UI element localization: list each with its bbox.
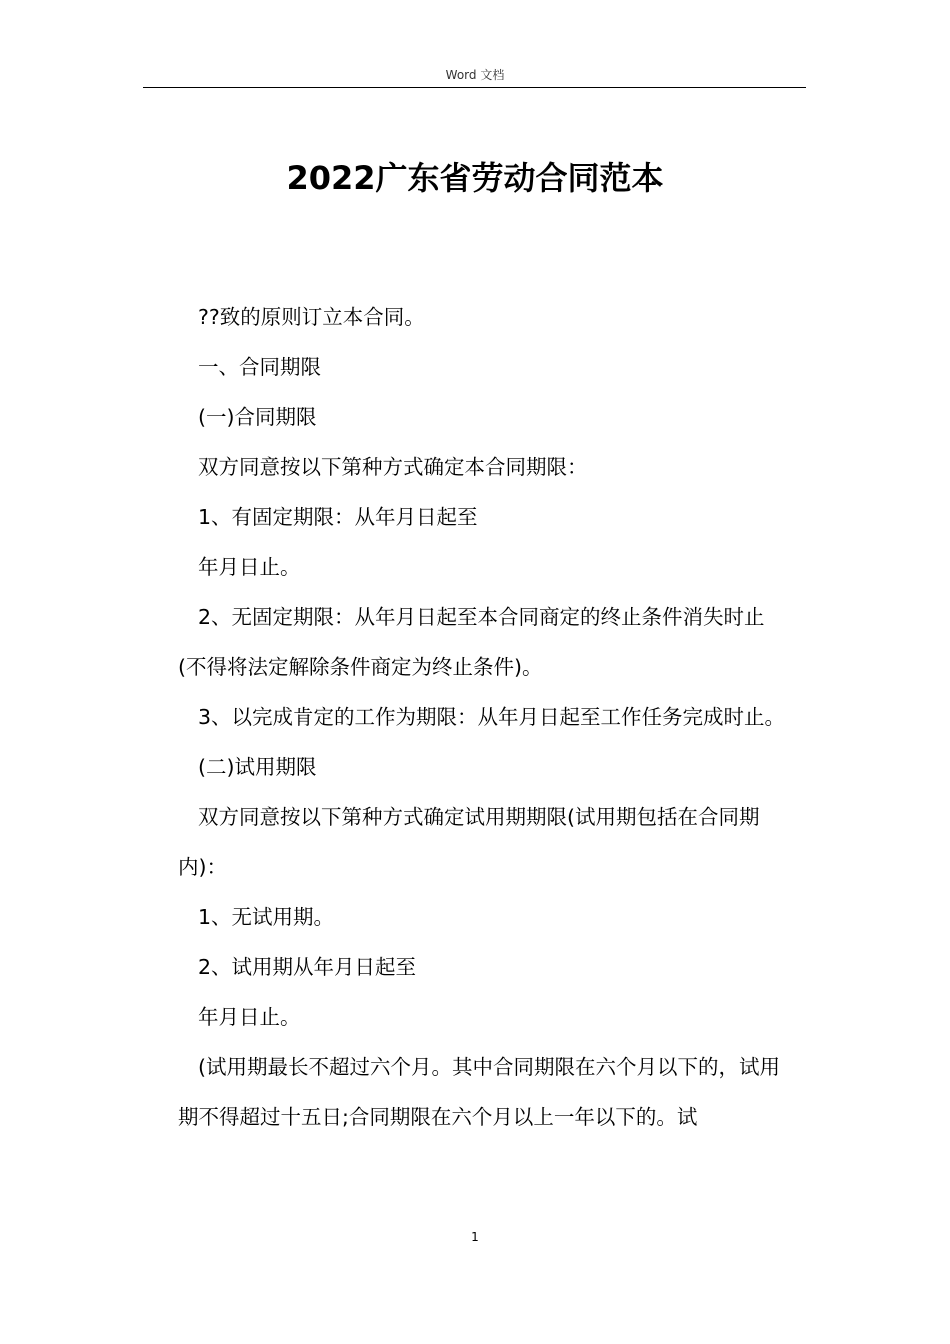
paragraph: 年月日止。 — [198, 1005, 301, 1029]
document-title: 2022广东省劳动合同范本 — [286, 159, 664, 197]
paragraph: (试用期最长不超过六个月。其中合同期限在六个月以下的，试用期不得超过十五日;合同期限在六个月以上一年以下的。试 — [178, 1055, 780, 1129]
section-heading: 一、合同期限 — [198, 355, 321, 379]
header-divider — [143, 87, 806, 88]
paragraph: 双方同意按以下第种方式确定本合同期限： — [198, 455, 588, 479]
paragraph: 年月日止。 — [198, 555, 301, 579]
subsection-heading: (一)合同期限 — [198, 405, 317, 429]
page-number: 1 — [471, 1230, 479, 1244]
paragraph: ??致的原则订立本合同。 — [198, 305, 425, 329]
paragraph: 双方同意按以下第种方式确定试用期期限(试用期包括在合同期内)： — [178, 805, 760, 879]
list-item: 2、试用期从年月日起至 — [198, 955, 417, 979]
document-body — [178, 292, 792, 1142]
subsection-heading: (二)试用期限 — [198, 755, 317, 779]
list-item: 2、无固定期限：从年月日起至本合同商定的终止条件消失时止(不得将法定解除条件商定为终止条件)。 — [178, 605, 765, 679]
list-item: 1、无试用期。 — [198, 905, 335, 929]
page-header: Word 文档 — [445, 68, 505, 82]
list-item: 1、有固定期限：从年月日起至 — [198, 505, 478, 529]
list-item: 3、以完成肯定的工作为期限：从年月日起至工作任务完成时止。 — [198, 705, 786, 729]
